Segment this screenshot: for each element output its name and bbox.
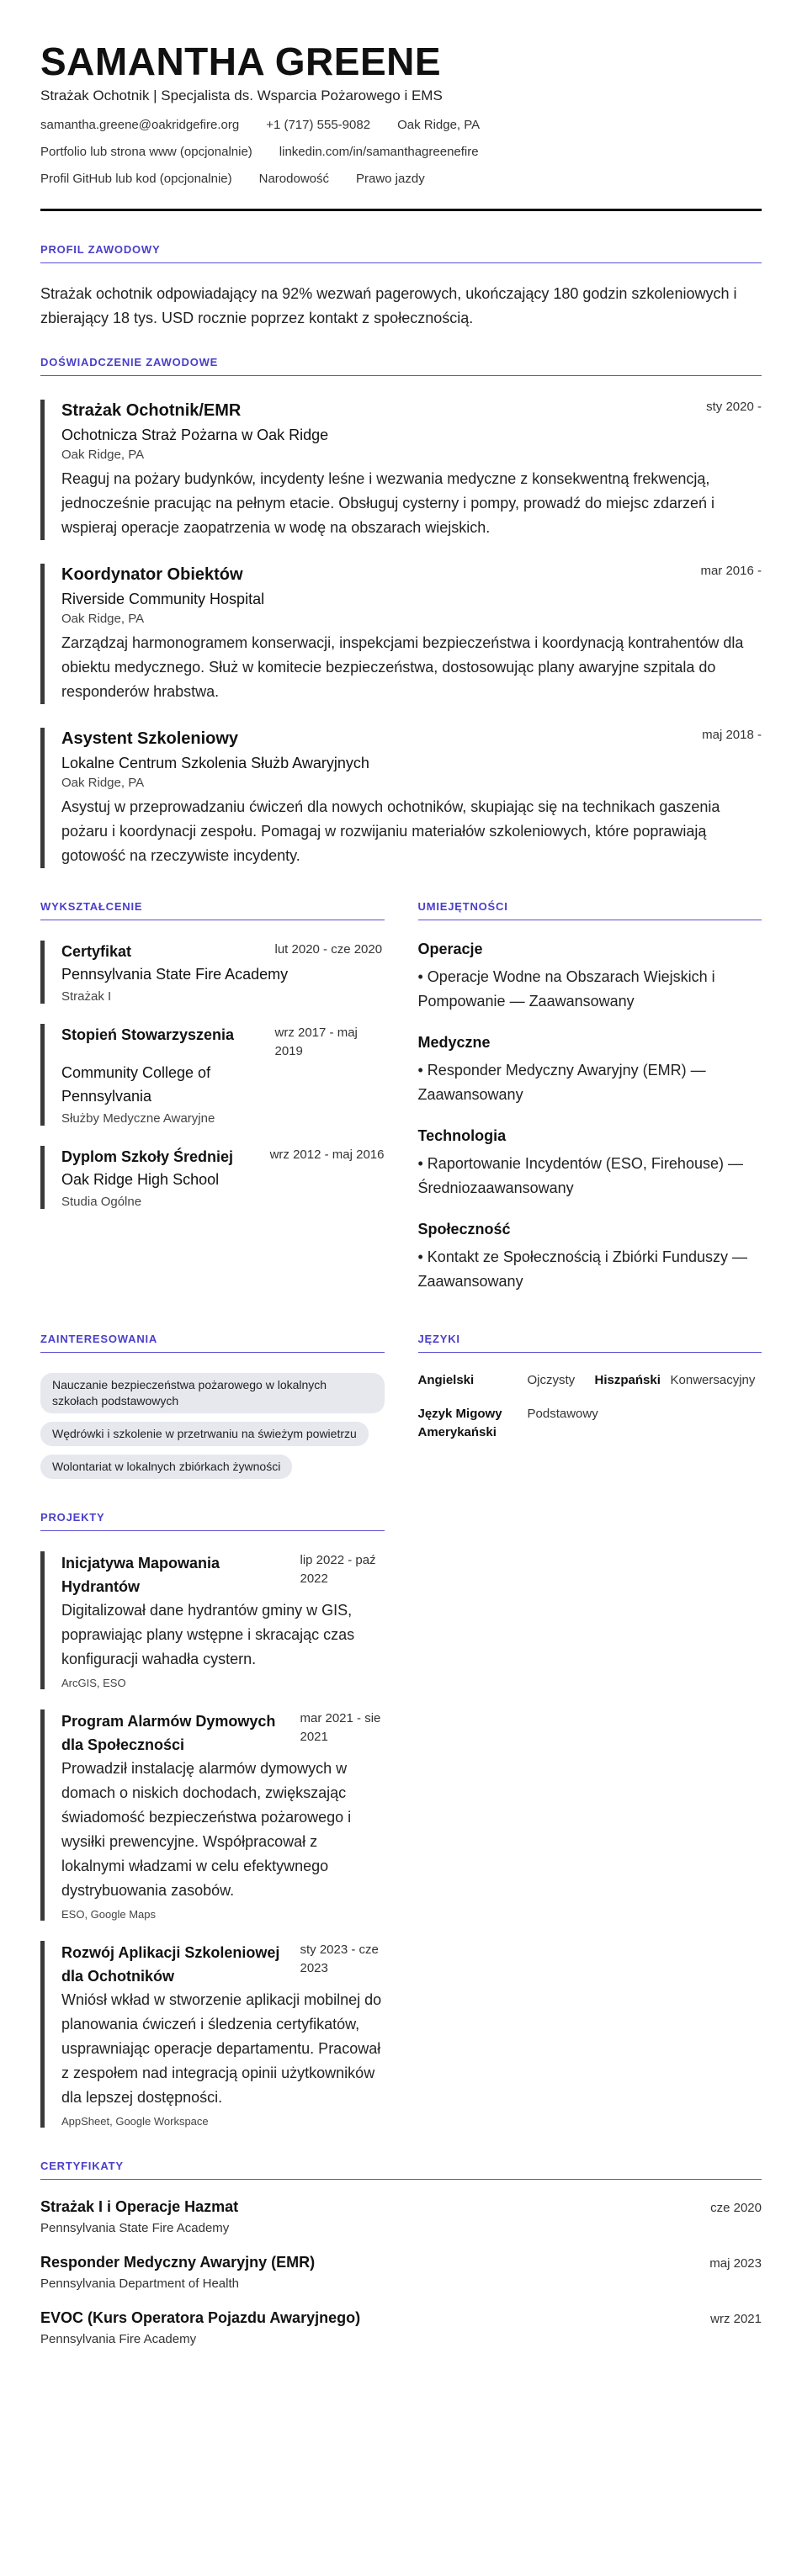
- experience-item: [40, 400, 762, 540]
- employer: Riverside Community Hospital: [61, 591, 265, 607]
- project-description: Prowadził instalację alarmów dymowych w domach o niskich dochodach, zwiększając świadomość bezpieczeństwa pożarowego i wysiłki prewencyjne. Współpracował z lokalnymi władzami w celu efektywnego dystrybuowania zasobów.: [61, 1760, 352, 1899]
- education-skills-row: [40, 868, 762, 1294]
- education-date: wrz 2012 - maj 2016: [269, 1148, 385, 1162]
- certificate-title: EVOC (Kurs Operatora Pojazdu Awaryjnego): [40, 2309, 361, 2326]
- section-title: DOŚWIADCZENIE ZAWODOWE: [40, 356, 762, 376]
- github-link[interactable]: Profil GitHub lub kod (opcjonalnie): [40, 172, 232, 186]
- skill-category: Społeczność: [417, 1221, 511, 1238]
- job-description: Zarządzaj harmonogramem konserwacji, inspekcjami bezpieczeństwa i koordynacją kontrahentów dla obiektu medycznego. Służ w komitecie bezpieczeństwa, dostosowując plany awaryjne szpitala do responderów hrabstwa.: [61, 634, 744, 700]
- section-title: WYKSZTAŁCENIE: [40, 900, 385, 920]
- project-description: Wniósł wkład w stworzenie aplikacji mobilnej do planowania ćwiczeń i śledzenia certyfikatów, usprawniając operacje departamentu. Pracował z zespołem nad integracją opinii użytkowników dla lepszej dostępności.: [61, 1991, 382, 2106]
- skills-section: [418, 868, 762, 1294]
- field-of-study: Służby Medyczne Awaryjne: [61, 1111, 215, 1126]
- field-of-study: Studia Ogólne: [61, 1195, 142, 1209]
- skill-category: Operacje: [417, 941, 483, 957]
- certificate-title: Strażak I i Operacje Hazmat: [40, 2198, 239, 2215]
- skill-item: • Operacje Wodne na Obszarach Wiejskich i Pompowanie — Zaawansowany: [417, 968, 715, 1010]
- education-date: wrz 2017 - maj 2019: [274, 1026, 358, 1058]
- employer: Lokalne Centrum Szkolenia Służb Awaryjnych: [61, 755, 369, 771]
- section-title: JĘZYKI: [418, 1333, 762, 1353]
- job-title: Koordynator Obiektów: [61, 565, 243, 584]
- certificate-date: wrz 2021: [710, 2312, 762, 2326]
- portfolio-link[interactable]: Portfolio lub strona www (opcjonalnie): [40, 145, 252, 159]
- certificate-item: [40, 2309, 762, 2346]
- education-section: [40, 868, 385, 1294]
- headline: Strażak Ochotnik | Specjalista ds. Wsparcia Pożarowego i EMS: [40, 87, 443, 103]
- education-item: [40, 1146, 385, 1209]
- language-level: Ojczysty: [527, 1373, 576, 1387]
- section-title: ZAINTERESOWANIA: [40, 1333, 385, 1353]
- education-item: [40, 941, 385, 1004]
- job-date: sty 2020 -: [706, 400, 762, 414]
- project-title: Rozwój Aplikacji Szkoleniowej dla Ochotników: [61, 1944, 280, 1985]
- job-location: Oak Ridge, PA: [61, 448, 145, 462]
- school-name: Community College of Pennsylvania: [61, 1064, 211, 1105]
- project-technologies: ESO, Google Maps: [61, 1908, 156, 1921]
- skill-group: [418, 1221, 762, 1294]
- job-description: Asystuj w przeprowadzaniu ćwiczeń dla nowych ochotników, skupiając się na technikach gaszenia pożaru i koordynacji zespołu. Pomagaj w rozwijaniu materiałów szkoleniowych, które poprawiają gotowość na rzeczywiste incydenty.: [61, 798, 720, 864]
- empty-column: [418, 1479, 762, 2128]
- interests-section: [40, 1301, 385, 1479]
- experience-item: [40, 728, 762, 868]
- project-date: lip 2022 - paź 2022: [300, 1553, 376, 1586]
- contact-row: [40, 143, 762, 162]
- project-description: Digitalizował dane hydrantów gminy w GIS, poprawiając plany wstępne i skracając czas konfiguracji wahadła cystern.: [61, 1602, 355, 1667]
- linkedin-link[interactable]: linkedin.com/in/samanthagreenefire: [279, 145, 479, 159]
- job-description: Reaguj na pożary budynków, incydenty leśne i wezwania medyczne z konsekwentną frekwencją, jednocześnie pracując na pełnym etacie. Obsługuj cysterny i pompy, prowadź do miejsc zdarzeń i wspieraj operacje zaopatrzenia w wodę na obszarach wiejskich.: [61, 470, 715, 536]
- job-title: Strażak Ochotnik/EMR: [61, 401, 242, 420]
- project-technologies: ArcGIS, ESO: [61, 1677, 126, 1689]
- job-date: mar 2016 -: [700, 564, 762, 578]
- driving-license: Prawo jazdy: [356, 172, 425, 186]
- language-name: Hiszpański: [594, 1373, 661, 1387]
- certificate-date: maj 2023: [709, 2256, 762, 2271]
- interest-list: [40, 1365, 385, 1479]
- header-divider: [40, 209, 762, 211]
- language-list: [418, 1371, 762, 1442]
- project-technologies: AppSheet, Google Workspace: [61, 2115, 209, 2128]
- employer: Ochotnicza Straż Pożarna w Oak Ridge: [61, 427, 329, 443]
- project-title: Program Alarmów Dymowych dla Społeczności: [61, 1713, 276, 1753]
- phone-number[interactable]: +1 (717) 555-9082: [266, 118, 371, 132]
- project-date: mar 2021 - sie 2021: [300, 1711, 381, 1744]
- field-of-study: Strażak I: [61, 989, 112, 1004]
- project-date: sty 2023 - cze 2023: [300, 1943, 379, 1975]
- language-level: Podstawowy: [527, 1407, 598, 1421]
- skill-item: • Kontakt ze Społecznością i Zbiórki Funduszy — Zaawansowany: [417, 1248, 747, 1290]
- certificate-issuer: Pennsylvania Fire Academy: [40, 2332, 197, 2346]
- header: [40, 39, 762, 211]
- certificate-issuer: Pennsylvania Department of Health: [40, 2277, 239, 2291]
- interest-tag: Nauczanie bezpieczeństwa pożarowego w lokalnych szkołach podstawowych: [40, 1373, 385, 1413]
- school-name: Oak Ridge High School: [61, 1171, 220, 1188]
- project-item: [40, 1551, 385, 1689]
- contact-row: [40, 170, 762, 188]
- certificate-item: [40, 2254, 762, 2291]
- interests-languages-row: [40, 1301, 762, 1479]
- section-title: PROFIL ZAWODOWY: [40, 243, 762, 263]
- certificate-title: Responder Medyczny Awaryjny (EMR): [40, 2254, 316, 2271]
- project-item: [40, 1709, 385, 1921]
- degree-title: Certyfikat: [61, 943, 132, 960]
- nationality: Narodowość: [258, 172, 329, 186]
- interest-tag: Wędrówki i szkolenie w przetrwaniu na świeżym powietrzu: [40, 1422, 369, 1446]
- skill-group: [418, 941, 762, 1014]
- degree-title: Dyplom Szkoły Średniej: [61, 1148, 234, 1165]
- job-location: Oak Ridge, PA: [61, 612, 145, 626]
- skill-group: [418, 1034, 762, 1107]
- job-title: Asystent Szkoleniowy: [61, 729, 239, 748]
- skill-item: • Responder Medyczny Awaryjny (EMR) — Zaawansowany: [417, 1062, 706, 1103]
- certificate-item: [40, 2198, 762, 2235]
- projects-section: [40, 1479, 385, 2128]
- language-level: Konwersacyjny: [670, 1373, 756, 1387]
- job-date: maj 2018 -: [702, 728, 762, 742]
- certificate-issuer: Pennsylvania State Fire Academy: [40, 2221, 230, 2235]
- skill-group: [418, 1127, 762, 1201]
- section-title: CERTYFIKATY: [40, 2160, 762, 2180]
- experience-item: [40, 564, 762, 704]
- languages-section: [418, 1301, 762, 1479]
- summary-text: Strażak ochotnik odpowiadający na 92% wezwań pagerowych, ukończający 180 godzin szkoleniowych i zbierający 18 tys. USD rocznie poprzez kontakt z społecznością.: [40, 285, 737, 326]
- language-name: Język Migowy Amerykański: [417, 1407, 502, 1439]
- section-title: PROJEKTY: [40, 1511, 385, 1531]
- degree-title: Stopień Stowarzyszenia: [61, 1026, 235, 1043]
- certificate-date: cze 2020: [710, 2201, 762, 2215]
- skill-category: Medyczne: [417, 1034, 491, 1051]
- education-item: [40, 1024, 385, 1126]
- school-name: Pennsylvania State Fire Academy: [61, 966, 289, 983]
- interest-tag: Wolontariat w lokalnych zbiórkach żywności: [40, 1455, 292, 1479]
- skill-category: Technologia: [417, 1127, 507, 1144]
- project-item: [40, 1941, 385, 2128]
- certificates-section: [40, 2160, 762, 2346]
- job-location: Oak Ridge, PA: [61, 776, 145, 790]
- education-date: lut 2020 - cze 2020: [274, 942, 383, 957]
- language-name: Angielski: [417, 1373, 475, 1387]
- projects-row: [40, 1479, 762, 2128]
- section-title: UMIEJĘTNOŚCI: [418, 900, 762, 920]
- experience-section: [40, 356, 762, 868]
- contact-row: [40, 116, 762, 135]
- location: Oak Ridge, PA: [397, 118, 481, 132]
- summary-section: [40, 243, 762, 331]
- email-link[interactable]: samantha.greene@oakridgefire.org: [40, 118, 240, 132]
- candidate-name: SAMANTHA GREENE: [40, 40, 442, 83]
- skill-item: • Raportowanie Incydentów (ESO, Firehouse) — Średniozaawansowany: [417, 1155, 743, 1196]
- project-title: Inicjatywa Mapowania Hydrantów: [61, 1555, 220, 1595]
